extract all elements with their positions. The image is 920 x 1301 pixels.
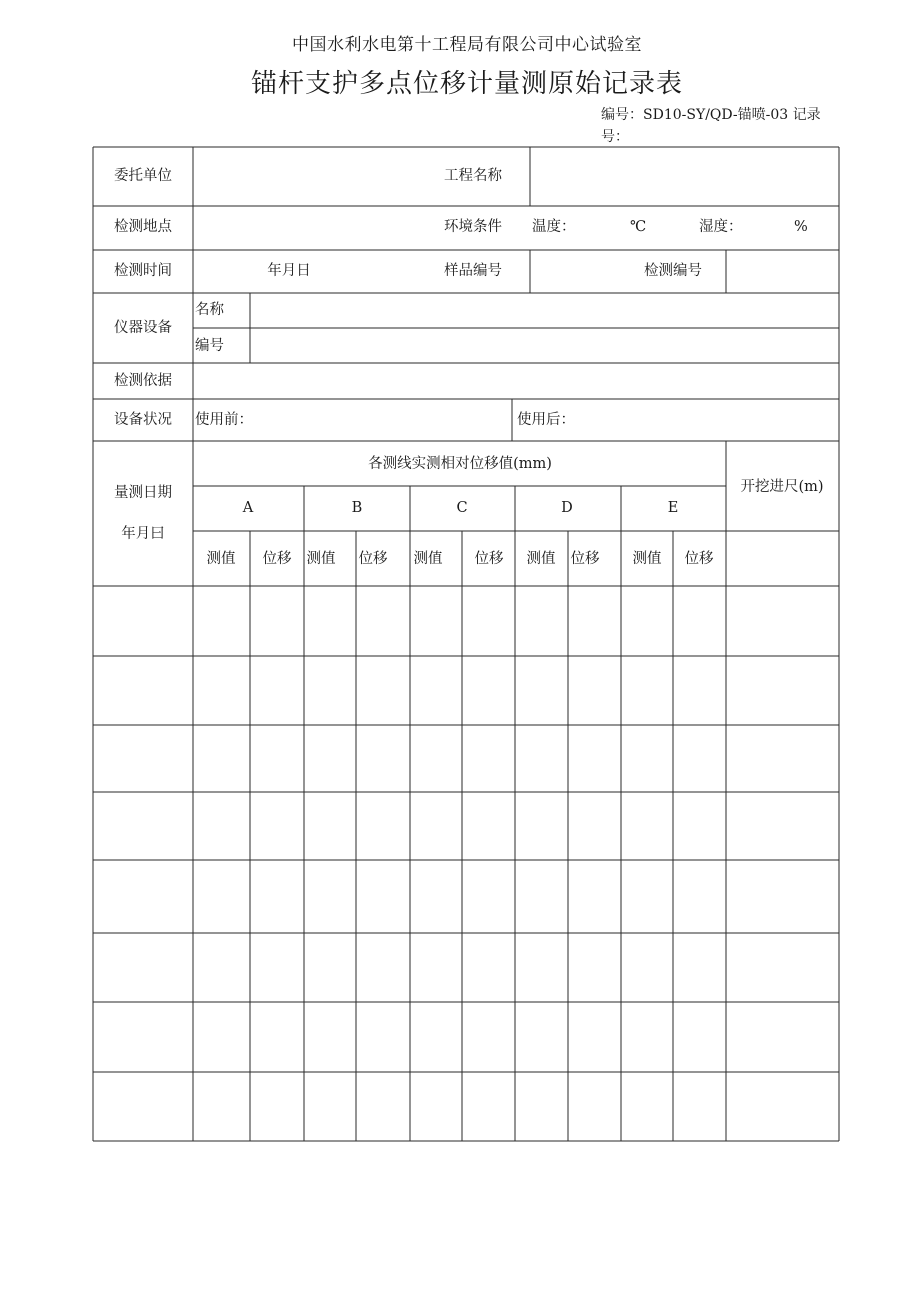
form-code-line-2: 号： [601,129,629,145]
form-title: 锚杆支护多点位移计量测原始记录表 [250,69,683,99]
instrument-name-input[interactable] [251,294,838,327]
table-row[interactable] [93,933,839,1002]
humidity-label: 湿度： [699,219,743,235]
line-c-header: C [456,500,468,516]
line-c-displacement-header: 位移 [474,551,504,567]
temperature-unit: ℃ [630,219,647,235]
table-row[interactable] [93,1072,839,1141]
line-e-header: E [667,500,679,516]
date-header-line-1: 量测日期 [114,485,172,501]
table-row[interactable] [93,656,839,725]
basis-label: 检测依据 [114,373,172,389]
form-code [601,104,831,148]
client-label: 委托单位 [114,168,172,184]
instrument-name-label: 名称 [195,302,224,318]
table-row[interactable] [93,1002,839,1072]
line-a-displacement-header: 位移 [262,551,292,567]
form-code-line-1: 编号：SD10-SY/QD-锚喷-03 记录 [601,107,821,123]
location-input[interactable] [194,207,429,249]
temperature-label: 温度： [532,219,576,235]
environment-label: 环境条件 [444,219,502,235]
instrument-no-input[interactable] [251,329,838,362]
line-e-displacement-header: 位移 [684,551,714,567]
test-date[interactable]: 年月日 [267,263,311,279]
test-no-input[interactable] [727,251,838,292]
table-row[interactable] [93,586,839,656]
sample-no-label: 样品编号 [444,263,502,279]
project-name-label: 工程名称 [444,168,502,184]
line-b-displacement-header: 位移 [358,551,388,567]
test-time-label: 检测时间 [114,263,172,279]
line-e-measured-header: 测值 [632,551,662,567]
line-c-measured-header: 测值 [413,551,443,567]
line-d-measured-header: 测值 [526,551,556,567]
line-d-header: D [561,500,573,516]
displacement-header: 各测线实测相对位移值(mm) [368,456,552,472]
line-b-measured-header: 测值 [306,551,336,567]
project-name-input[interactable] [531,148,838,205]
before-use-label: 使用前： [195,412,253,428]
table-row[interactable] [93,725,839,792]
organization-name: 中国水利水电第十工程局有限公司中心试验室 [292,35,642,55]
after-use-label: 使用后： [517,412,575,428]
instrument-no-label: 编号 [195,338,224,354]
equipment-status-label: 设备状况 [114,412,172,428]
basis-input[interactable] [194,364,838,398]
test-no-label: 检测编号 [644,263,702,279]
line-a-measured-header: 测值 [206,551,236,567]
line-b-header: B [351,500,363,516]
line-d-displacement-header: 位移 [570,551,600,567]
location-label: 检测地点 [114,219,172,235]
line-a-header: A [242,500,254,516]
table-row[interactable] [93,792,839,860]
table-row[interactable] [93,860,839,933]
instrument-label: 仪器设备 [114,320,172,336]
humidity-unit: % [794,219,808,235]
excavation-header: 开挖进尺(m) [740,479,824,495]
client-input[interactable] [194,148,429,205]
date-header-line-2: 年月曰 [121,526,165,542]
